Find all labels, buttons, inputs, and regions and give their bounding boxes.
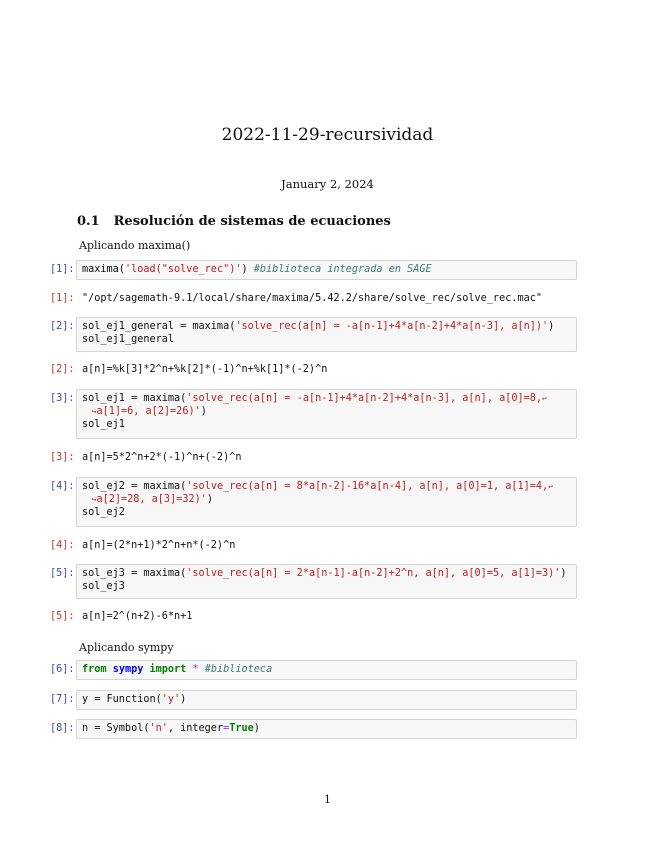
output-text: a[n]=2^(n+2)-6*n+1 [82, 611, 193, 622]
output-prompt: [5]: [50, 611, 75, 622]
code-text: sol_ej1 = maxima( [82, 393, 187, 404]
code-text: ) [241, 264, 254, 275]
input-prompt: [1]: [50, 264, 75, 275]
code-comment: #biblioteca [204, 664, 273, 675]
code-text: n = Symbol( [82, 723, 150, 734]
code-text: sol_ej2 = maxima( [82, 481, 187, 492]
code-string: 'y' [161, 694, 181, 705]
code-operator: * [192, 664, 199, 675]
input-prompt: [3]: [50, 393, 75, 404]
output-text: "/opt/sagemath-9.1/local/share/maxima/5.42.2/share/solve_rec/solve_rec.mac" [82, 293, 543, 304]
return-arrow-icon: ↩ [548, 482, 553, 491]
output-prompt: [4]: [50, 540, 75, 551]
code-string: 'solve_rec(a[n] = -a[n-1]+4*a[n-2]+4*a[n-3], a[n], a[0]=8, [186, 393, 543, 404]
code-text: ) [548, 321, 555, 332]
output-text: a[n]=%k[3]*2^n+%k[2]*(-1)^n+%k[1]*(-2)^n [82, 364, 328, 375]
return-arrow-icon: ↩ [542, 394, 547, 403]
section-heading [77, 214, 391, 229]
document-title: 2022-11-29-recursividad [221, 125, 434, 145]
code-string: a[2]=28, a[3]=32)' [96, 494, 207, 505]
code-cell[interactable] [76, 389, 577, 439]
code-text: ) [200, 406, 207, 417]
input-prompt: [6]: [50, 664, 75, 675]
document-date: January 2, 2024 [281, 177, 374, 191]
code-keyword: from [82, 664, 107, 675]
code-text: ) [180, 694, 187, 705]
code-module: sympy [112, 664, 144, 675]
output-prompt: [1]: [50, 293, 75, 304]
code-text: sol_ej3 = maxima( [82, 568, 187, 579]
page-number: 1 [324, 793, 331, 806]
code-text: ) [206, 494, 213, 505]
input-prompt: [4]: [50, 481, 75, 492]
code-text: ) [560, 568, 567, 579]
code-cell[interactable] [76, 719, 577, 739]
input-prompt: [8]: [50, 723, 75, 734]
code-string: 'n' [149, 723, 168, 734]
return-arrow-icon: ↪ [82, 407, 97, 416]
code-text: y = Function( [82, 694, 162, 705]
code-cell[interactable] [76, 477, 577, 527]
section-number: 0.1 [77, 214, 100, 229]
code-text: sol_ej3 [82, 581, 125, 592]
code-text: maxima( [82, 264, 125, 275]
input-prompt: [5]: [50, 568, 75, 579]
code-cell[interactable] [76, 564, 577, 599]
paragraph-maxima: Aplicando maxima() [79, 239, 191, 252]
code-operator: = [223, 723, 230, 734]
code-string: 'solve_rec(a[n] = 2*a[n-1]-a[n-2]+2^n, a[n], a[0]=5, a[1]=3)' [186, 568, 561, 579]
code-text: sol_ej2 [82, 507, 125, 518]
output-text: a[n]=(2*n+1)*2^n+n*(-2)^n [82, 540, 236, 551]
input-prompt: [7]: [50, 694, 75, 705]
code-string: 'load("solve_rec")' [124, 264, 242, 275]
code-string: 'solve_rec(a[n] = -a[n-1]+4*a[n-2]+4*a[n-3], a[n])' [235, 321, 549, 332]
code-cell[interactable] [76, 660, 577, 680]
code-text: , integer [167, 723, 224, 734]
code-cell[interactable] [76, 260, 577, 280]
section-title: Resolución de sistemas de ecuaciones [113, 214, 391, 229]
code-keyword: True [229, 723, 254, 734]
code-text: sol_ej1 [82, 419, 125, 430]
code-cell[interactable] [76, 690, 577, 710]
code-keyword: import [149, 664, 187, 675]
code-string: 'solve_rec(a[n] = 8*a[n-2]-16*a[n-4], a[n], a[0]=1, a[1]=4, [186, 481, 549, 492]
code-comment: #biblioteca integrada en SAGE [253, 264, 432, 275]
output-prompt: [3]: [50, 452, 75, 463]
code-text: sol_ej1_general = maxima( [82, 321, 236, 332]
code-cell[interactable] [76, 317, 577, 352]
code-text: sol_ej1_general [82, 334, 175, 345]
code-string: a[1]=6, a[2]=26)' [96, 406, 201, 417]
output-prompt: [2]: [50, 364, 75, 375]
return-arrow-icon: ↪ [82, 495, 97, 504]
output-text: a[n]=5*2^n+2*(-1)^n+(-2)^n [82, 452, 242, 463]
input-prompt: [2]: [50, 321, 75, 332]
code-text: ) [253, 723, 260, 734]
paragraph-sympy: Aplicando sympy [79, 641, 174, 654]
